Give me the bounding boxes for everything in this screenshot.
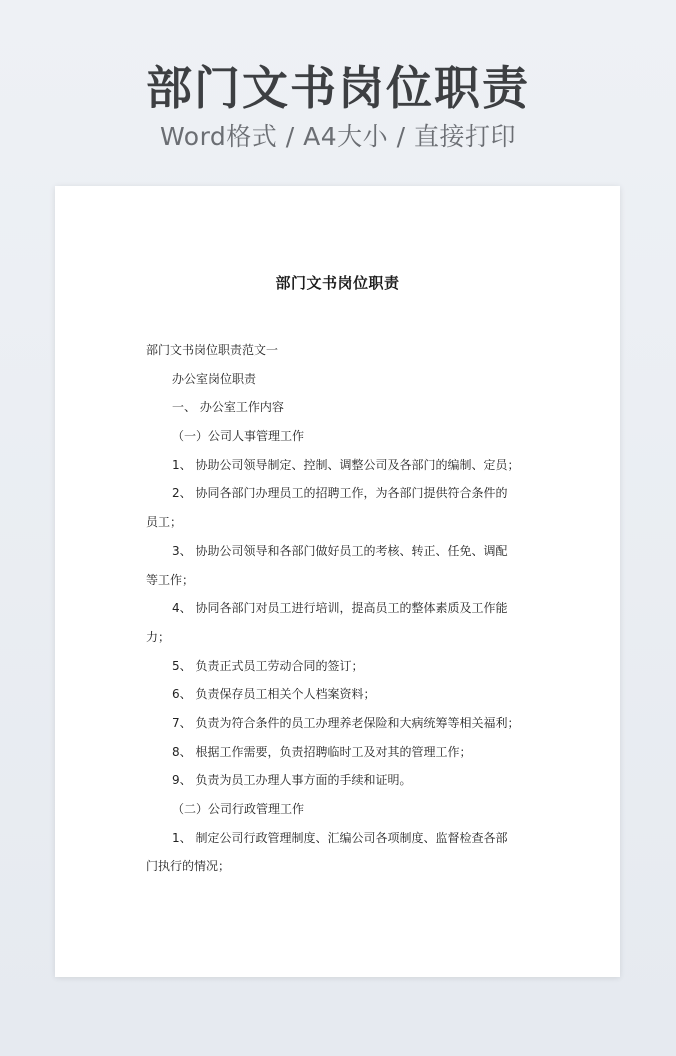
banner xyxy=(0,58,676,154)
document-line: （二）公司行政管理工作 xyxy=(172,802,305,816)
banner-subtitle: Word格式 / A4大小 / 直接打印 xyxy=(160,122,516,151)
document-line: 1、 制定公司行政管理制度、汇编公司各项制度、监督检查各部 xyxy=(172,830,508,845)
document-line: （一）公司人事管理工作 xyxy=(172,429,305,444)
document-line: 一、 办公室工作内容 xyxy=(172,400,284,415)
document-line: 5、 负责正式员工劳动合同的签订； xyxy=(172,658,364,673)
document-title: 部门文书岗位职责 xyxy=(275,274,400,292)
document-line: 员工； xyxy=(146,515,183,530)
document-line: 8、 根据工作需要，负责招聘临时工及对其的管理工作； xyxy=(172,744,472,759)
document-line: 1、 协助公司领导制定、控制、调整公司及各部门的编制、定员； xyxy=(172,457,520,472)
document-page xyxy=(55,186,620,977)
document-line: 等工作； xyxy=(146,572,195,587)
document-line: 3、 协助公司领导和各部门做好员工的考核、转正、任免、调配 xyxy=(172,543,508,558)
document-line: 力； xyxy=(146,629,171,644)
document-line: 办公室岗位职责 xyxy=(172,371,257,386)
document-line: 7、 负责为符合条件的员工办理养老保险和大病统筹等相关福利； xyxy=(172,715,520,730)
document-body xyxy=(146,336,538,881)
document-line: 6、 负责保存员工相关个人档案资料； xyxy=(172,687,376,702)
document-line: 9、 负责为员工办理人事方面的手续和证明。 xyxy=(172,773,412,788)
document-line: 2、 协同各部门办理员工的招聘工作，为各部门提供符合条件的 xyxy=(172,486,508,501)
document-line: 4、 协同各部门对员工进行培训，提高员工的整体素质及工作能 xyxy=(172,601,508,616)
banner-title: 部门文书岗位职责 xyxy=(146,61,530,115)
document-line: 部门文书岗位职责范文一 xyxy=(146,343,279,357)
document-line: 门执行的情况； xyxy=(146,859,231,874)
